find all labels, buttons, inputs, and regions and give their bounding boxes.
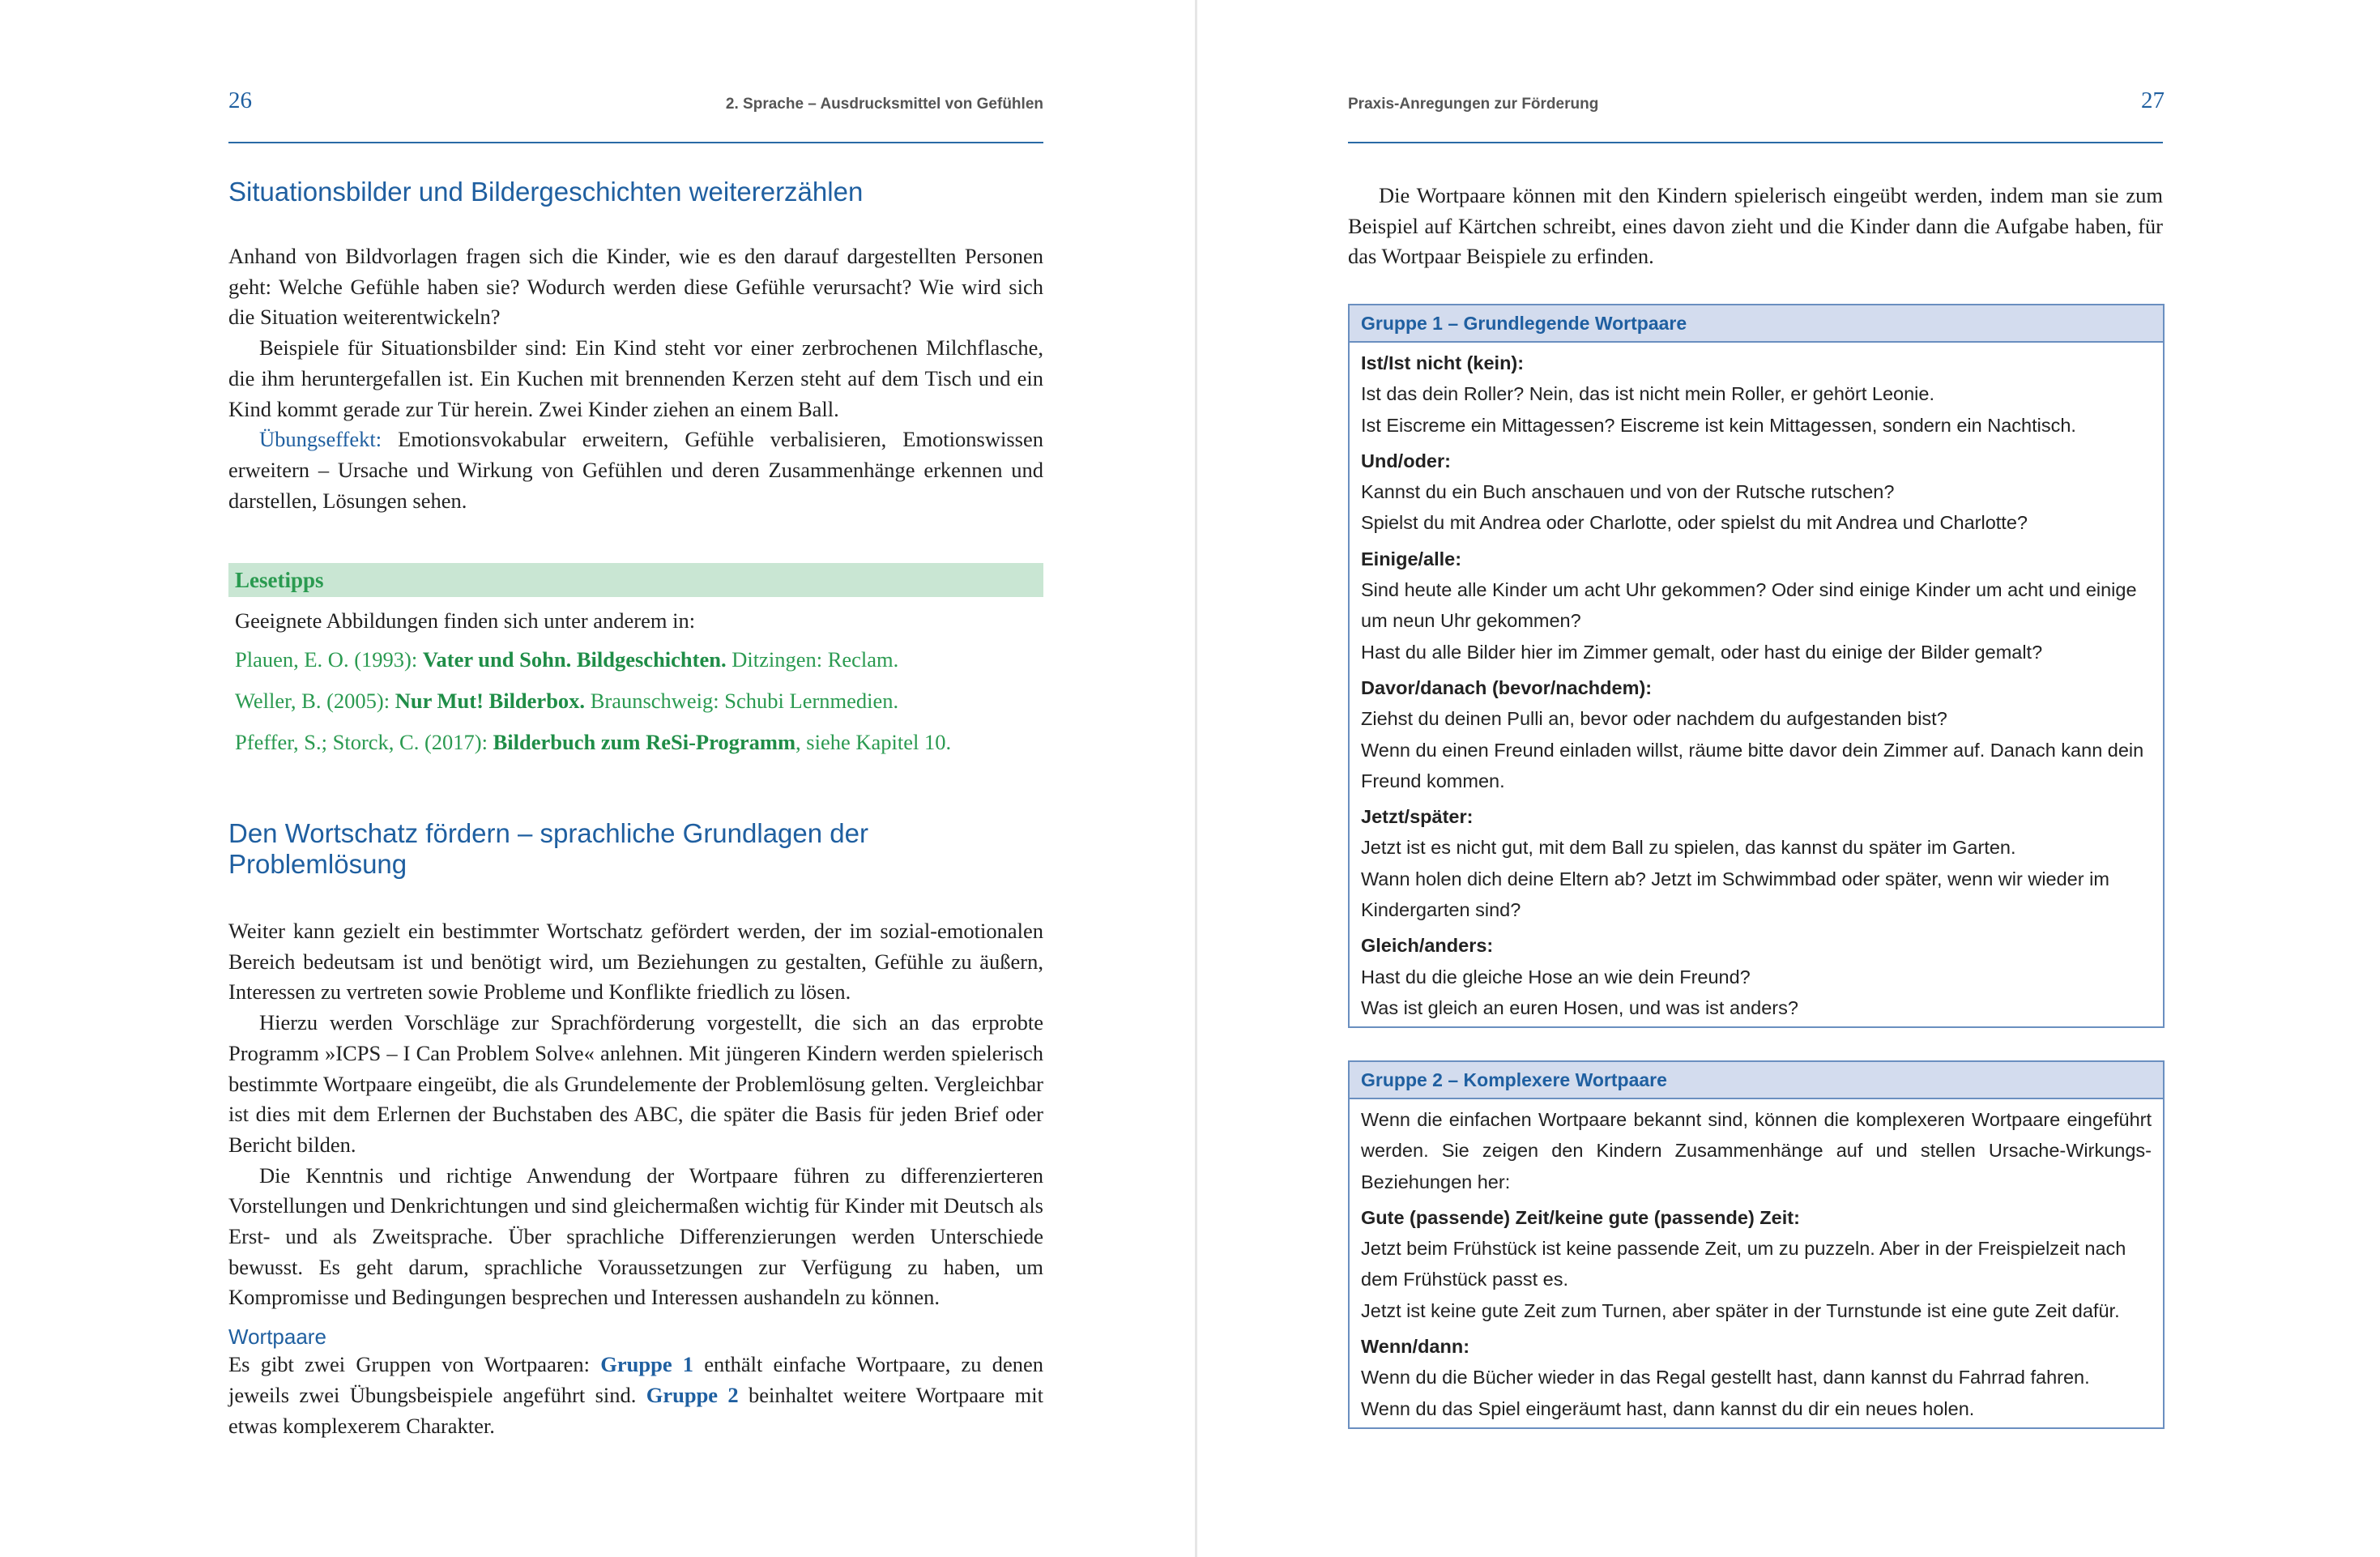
example-sentence: Wenn du einen Freund einladen willst, räume bitte davor dein Zimmer auf. Danach kann dein Freund kommen. bbox=[1361, 739, 2144, 791]
example-sentence: Spielst du mit Andrea oder Charlotte, oder spielst du mit Andrea und Charlotte? bbox=[1361, 512, 2028, 534]
section-wortschatz bbox=[228, 818, 1043, 1441]
word-pair-term: Davor/danach (bevor/nachdem): bbox=[1361, 676, 1653, 698]
example-sentence: Ist Eiscreme ein Mittagessen? Eiscreme ist kein Mittagessen, sondern ein Nachtisch. bbox=[1361, 414, 2076, 436]
example-sentence: Hast du die gleiche Hose an wie dein Freund? bbox=[1361, 966, 1751, 988]
group-2-reference: Gruppe 2 bbox=[646, 1382, 739, 1407]
word-pair-term: Wenn/dann: bbox=[1361, 1336, 1470, 1358]
section-title: Situationsbilder und Bildergeschichten weitererzählen bbox=[228, 177, 864, 207]
reference-title: Vater und Sohn. Bildgeschichten. bbox=[422, 647, 727, 672]
lesetipps-header bbox=[228, 563, 1043, 597]
reference-author: Weller, B. (2005): bbox=[235, 689, 395, 713]
example-sentence: Sind heute alle Kinder um acht Uhr gekommen? Oder sind einige Kinder um acht und einige um neun Uhr gekommen? bbox=[1361, 579, 2137, 632]
reference-author: Plauen, E. O. (1993): bbox=[235, 647, 423, 672]
word-pair-term: Jetzt/später: bbox=[1361, 806, 1474, 828]
running-head: 2. Sprache – Ausdrucksmittel von Gefühlen bbox=[725, 96, 1043, 113]
text: beinhaltet weitere Wortpaare mit etwas komplexerem Charakter. bbox=[228, 1382, 1043, 1438]
box-intro: Wenn die einfachen Wortpaare bekannt sind, können die komplexeren Wortpaare eingeführt werden. Sie zeigen den Kindern Zusammenhänge auf und stellen Ursache-Wirkungs-Beziehungen her: bbox=[1361, 1109, 2152, 1192]
paragraph: Weiter kann gezielt ein bestimmter Wortschatz gefördert werden, der im sozial-emotionalen Bereich bedeutsam ist und benötigt wird, um Beziehungen zu gestalten, Gefühle zu äußern, Interessen zu vertreten sowie Probleme und Konflikte friedlich zu lösen. bbox=[228, 919, 1043, 1005]
example-sentence: Kannst du ein Buch anschauen und von der Rutsche rutschen? bbox=[1361, 481, 1895, 503]
example-sentence: Jetzt beim Frühstück ist keine passende Zeit, um zu puzzeln. Aber in der Freispielzeit nach dem Frühstück passt es. bbox=[1361, 1238, 2126, 1290]
paragraph: Die Kenntnis und richtige Anwendung der Wortpaare führen zu differenzierteren Vorstellungen und Denkrichtungen und sind gleichermaßen wichtig für Kinder mit Deutsch als Erst- und als Zweitsprache. Über sprachliche Differenzierungen werden Unterschiede bewusst. Es geht darum, sprachliche Voraussetzungen zur Verfügung zu haben, um Kompromisse und Bedingungen besprechen und Interessen aushandeln zu können. bbox=[228, 1162, 1043, 1310]
text: enthält einfache Wortpaare, zu denen jeweils zwei Übungsbeispiele angeführt sind. bbox=[228, 1352, 1044, 1407]
reference-publisher: , siehe Kapitel 10. bbox=[795, 730, 952, 754]
text: Es gibt zwei Gruppen von Wortpaaren: bbox=[228, 1352, 601, 1377]
reference-item bbox=[228, 680, 1043, 722]
word-pair-term: Gute (passende) Zeit/keine gute (passende) Zeit: bbox=[1361, 1206, 1800, 1228]
reference-item bbox=[228, 722, 1043, 763]
reference-publisher: Braunschweig: Schubi Lernmedien. bbox=[585, 689, 899, 713]
effect-text: Emotionsvokabular erweitern, Gefühle verbalisieren, Emotionswissen erweitern – Ursache und Wirkung von Gefühlen und deren Zusammenhänge erkennen und darstellen, Lösungen sehen. bbox=[228, 427, 1043, 513]
intro bbox=[1348, 181, 2163, 272]
example-sentence: Jetzt ist es nicht gut, mit dem Ball zu spielen, das kannst du später im Garten. bbox=[1361, 837, 2016, 859]
paragraph: Die Wortpaare können mit den Kindern spielerisch eingeübt werden, indem man sie zum Beispiel auf Kärtchen schreibt, eines davon zieht und die Kinder dann die Aufgabe haben, für das Wortpaar Beispiele zu erfinden. bbox=[1348, 183, 2163, 269]
word-pair-term: Und/oder: bbox=[1361, 450, 1451, 471]
header-rule bbox=[228, 142, 1043, 143]
section-situationsbilder bbox=[228, 177, 1043, 516]
reference-publisher: Ditzingen: Reclam. bbox=[726, 647, 899, 672]
paragraph: Anhand von Bildvorlagen fragen sich die Kinder, wie es den darauf dargestellten Personen geht: Welche Gefühle haben sie? Wodurch werden diese Gefühle verursacht? Wie wird sich die Situation weiterentwickeln? bbox=[228, 244, 1043, 330]
example-sentence: Wenn du die Bücher wieder in das Regal gestellt hast, dann kannst du Fahrrad fahren. bbox=[1361, 1367, 2090, 1389]
running-head: Praxis-Anregungen zur Förderung bbox=[1348, 96, 1599, 113]
paragraph-effect bbox=[228, 424, 1043, 516]
box-gruppe-1 bbox=[1348, 304, 2165, 1028]
group-1-reference: Gruppe 1 bbox=[600, 1352, 694, 1377]
section-title: Den Wortschatz fördern – sprachliche Grundlagen der Problemlösung bbox=[228, 818, 868, 879]
box-body bbox=[1350, 343, 2163, 1026]
box-gruppe-2 bbox=[1348, 1060, 2165, 1429]
box-body bbox=[1350, 1099, 2163, 1427]
effect-label: Übungseffekt: bbox=[259, 427, 382, 452]
paragraph: Hierzu werden Vorschläge zur Sprachförderung vorgestellt, die sich an das erprobte Programm »ICPS – I Can Problem Solve« anlehnen. Mit jüngeren Kindern werden spielerisch bestimmte Wortpaare eingeübt, die als Grundelemente der Problemlösung gelten. Vergleichbar ist dies mit dem Erlernen der Buchstaben des ABC, die später die Basis für jeden Brief oder Bericht bilden. bbox=[228, 1010, 1043, 1157]
example-sentence: Jetzt ist keine gute Zeit zum Turnen, aber später in der Turnstunde ist eine gute Zeit dafür. bbox=[1361, 1299, 2120, 1321]
lesetipps-box bbox=[228, 563, 1043, 763]
reference-author: Pfeffer, S.; Storck, C. (2017): bbox=[235, 730, 493, 754]
reference-title: Bilderbuch zum ReSi-Programm bbox=[493, 730, 796, 754]
reference-title: Nur Mut! Bilderbox. bbox=[395, 689, 586, 713]
box-title: Gruppe 2 – Komplexere Wortpaare bbox=[1350, 1062, 2163, 1099]
example-sentence: Hast du alle Bilder hier im Zimmer gemalt, oder hast du einige der Bilder gemalt? bbox=[1361, 641, 2043, 663]
header-rule bbox=[1348, 142, 2163, 143]
reference-item bbox=[228, 639, 1043, 680]
example-sentence: Ist das dein Roller? Nein, das ist nicht mein Roller, er gehört Leonie. bbox=[1361, 383, 1934, 405]
paragraph bbox=[228, 1350, 1043, 1441]
subheading-wortpaare: Wortpaare bbox=[228, 1325, 326, 1350]
example-sentence: Was ist gleich an euren Hosen, und was ist anders? bbox=[1361, 996, 1798, 1018]
example-sentence: Ziehst du deinen Pulli an, bevor oder nachdem du aufgestanden bist? bbox=[1361, 708, 1947, 730]
word-pair-term: Ist/Ist nicht (kein): bbox=[1361, 352, 1525, 373]
box-title: Gruppe 1 – Grundlegende Wortpaare bbox=[1350, 305, 2163, 343]
page-number: 26 bbox=[228, 87, 252, 113]
lesetipps-intro: Geeignete Abbildungen finden sich unter anderem in: bbox=[235, 608, 696, 633]
page-number: 27 bbox=[2141, 87, 2165, 113]
book-spine bbox=[1195, 0, 1197, 1557]
paragraph: Beispiele für Situationsbilder sind: Ein Kind steht vor einer zerbrochenen Milchflasche, die ihm heruntergefallen ist. Ein Kuchen mit brennenden Kerzen steht auf dem Tisch und ein Kind kommt gerade zur Tür herein. Zwei Kinder ziehen an einem Ball. bbox=[228, 335, 1043, 421]
word-pair-term: Gleich/anders: bbox=[1361, 935, 1494, 957]
word-pair-term: Einige/alle: bbox=[1361, 548, 1462, 569]
example-sentence: Wann holen dich deine Eltern ab? Jetzt im Schwimmbad oder später, wenn wir wieder im Kindergarten sind? bbox=[1361, 868, 2109, 921]
lesetipps-label: Lesetipps bbox=[235, 568, 324, 592]
example-sentence: Wenn du das Spiel eingeräumt hast, dann kannst du dir ein neues holen. bbox=[1361, 1397, 1975, 1419]
